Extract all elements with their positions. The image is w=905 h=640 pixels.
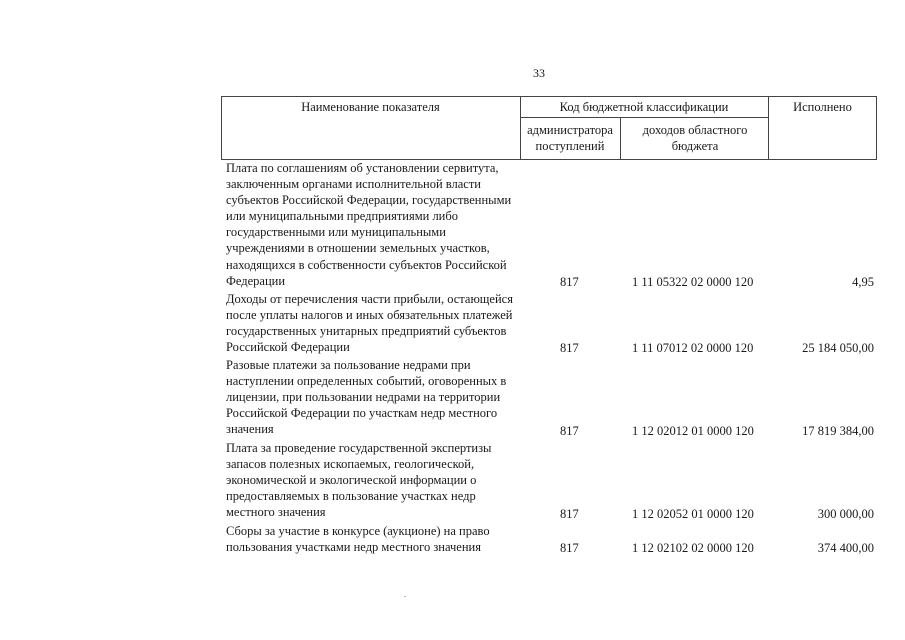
row-budget-code: 1 11 07012 02 0000 120 bbox=[632, 341, 754, 355]
row-value: 25 184 050,00 bbox=[802, 341, 874, 355]
table-header bbox=[221, 96, 877, 160]
row-name: Плата по соглашениям об установлении сервитута, заключенным органами исполнительной власти субъектов Российской Федерации, государственными или муниципальными предприятиями либо государственными или муниципальными учреждениями в отношении земельных участков, находящихся в собственности субъектов Российской Федерации bbox=[226, 161, 512, 288]
table-row bbox=[226, 523, 876, 556]
row-admin-code: 817 bbox=[560, 341, 579, 355]
subheader-divider bbox=[520, 117, 768, 118]
row-name: Плата за проведение государственной экспертизы запасов полезных ископаемых, геологической, экономической и экологической информации о предоставляемых в пользование участках недр местного значения bbox=[226, 441, 492, 520]
page-number: 33 bbox=[533, 66, 545, 80]
row-admin-code: 817 bbox=[560, 541, 579, 555]
row-value: 300 000,00 bbox=[817, 507, 874, 521]
row-budget-code: 1 12 02012 01 0000 120 bbox=[632, 424, 754, 438]
row-budget-code: 1 12 02052 01 0000 120 bbox=[632, 507, 754, 521]
subcolumn-divider bbox=[620, 117, 621, 159]
row-admin-code: 817 bbox=[560, 507, 579, 521]
row-name: Доходы от перечисления части прибыли, остающейся после уплаты налогов и иных обязательных платежей государственных унитарных предприятий субъектов Российской Федерации bbox=[226, 292, 513, 355]
header-executed: Исполнено bbox=[793, 100, 852, 114]
row-admin-code: 817 bbox=[560, 275, 579, 289]
table-row bbox=[226, 291, 876, 356]
table-row bbox=[226, 160, 876, 290]
row-budget-code: 1 11 05322 02 0000 120 bbox=[632, 275, 754, 289]
row-name: Разовые платежи за пользование недрами при наступлении определенных событий, оговоренных в лицензии, при пользовании недрами на территории Российской Федерации по участкам недр местного значения bbox=[226, 358, 507, 437]
table-border-right bbox=[876, 97, 877, 159]
scan-speck bbox=[404, 596, 406, 597]
row-value: 17 819 384,00 bbox=[802, 424, 874, 438]
header-name: Наименование показателя bbox=[301, 100, 440, 114]
header-admin: администратора поступлений bbox=[527, 123, 613, 153]
header-code-group: Код бюджетной классификации bbox=[559, 100, 729, 114]
row-admin-code: 817 bbox=[560, 424, 579, 438]
row-value: 4,95 bbox=[852, 275, 874, 289]
row-value: 374 400,00 bbox=[817, 541, 874, 555]
header-income: доходов областного бюджета bbox=[642, 123, 748, 153]
row-budget-code: 1 12 02102 02 0000 120 bbox=[632, 541, 754, 555]
table-row bbox=[226, 357, 876, 439]
table-row bbox=[226, 440, 876, 522]
row-name: Сборы за участие в конкурсе (аукционе) на право пользования участками недр местного значения bbox=[226, 524, 490, 555]
